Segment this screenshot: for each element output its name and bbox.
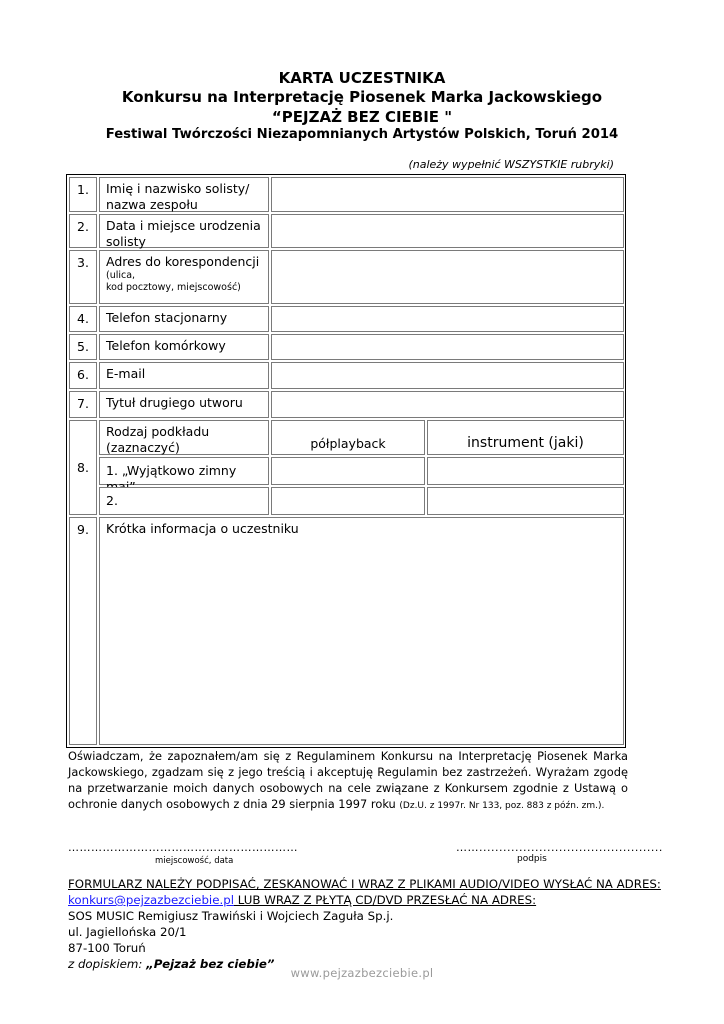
- submission-instructions: FORMULARZ NALEŻY PODPISAĆ, ZESKANOWAĆ I WRAZ Z PLIKAMI AUDIO/VIDEO WYSŁAĆ NA ADRES:: [68, 877, 661, 891]
- form-title: KARTA UCZESTNIKA: [278, 69, 446, 87]
- contest-title: “PEJZAŻ BEZ CIEBIE ": [271, 108, 453, 126]
- row-3-label: Adres do korespondencji: [106, 254, 260, 269]
- declaration: [68, 748, 628, 814]
- birth-date-place-field[interactable]: [271, 214, 624, 248]
- landline-field[interactable]: [271, 306, 624, 332]
- remark-title: „Pejzaż bez ciebie”: [146, 957, 275, 971]
- second-song-title-field[interactable]: [271, 391, 624, 418]
- row-4-number: 4.: [69, 306, 97, 332]
- mobile-field[interactable]: [271, 334, 624, 360]
- song-1-halfplayback-field[interactable]: [271, 457, 425, 485]
- row-3-number: 3.: [69, 250, 97, 304]
- row-5-number: 5.: [69, 334, 97, 360]
- fill-all-note: (należy wypełnić WSZYSTKIE rubryki): [408, 158, 614, 171]
- song-2-label: 2.: [99, 487, 269, 515]
- row-9-label: Krótka informacja o uczestniku: [106, 521, 299, 536]
- name-field[interactable]: [271, 177, 624, 212]
- row-1-number: 1.: [69, 177, 97, 212]
- row-6-number: 6.: [69, 362, 97, 389]
- form-table: [66, 174, 626, 748]
- row-5-label: Telefon komórkowy: [99, 334, 269, 360]
- declaration-legal-ref: (Dz.U. z 1997r. Nr 133, poz. 883 z późn. zm.).: [399, 801, 605, 811]
- contest-email-link[interactable]: konkurs@pejzazbezciebie.pl: [68, 893, 234, 907]
- row-7-label: Tytuł drugiego utworu: [99, 391, 269, 418]
- signature-caption: podpis: [517, 854, 547, 864]
- row-6-label: E-mail: [99, 362, 269, 389]
- address-field[interactable]: [271, 250, 624, 304]
- row-3-sublabel: (ulica, kod pocztowy, miejscowość): [106, 270, 241, 293]
- declaration-text: Oświadczam, że zapoznałem/am się z Regulaminem Konkursu na Interpretację Piosenek Marka Jackowskiego, zgadzam się z jego treścią i akceptuję Regulamin bez zastrzeżeń. Wyrażam zgodę na przetwarzanie moich danych osobowych na cele związane z Konkursem zgodnie z Ustawą o ochronie danych osobowych z dnia 29 sierpnia 1997 roku: [68, 749, 628, 811]
- song-1-label: 1. „Wyjątkowo zimny: [99, 457, 269, 485]
- instrument-header: instrument (jaki): [427, 420, 624, 455]
- submission-line-2-text: LUB WRAZ Z PŁYTĄ CD/DVD PRZESŁAĆ NA ADRES:: [233, 893, 537, 907]
- row-9-number: 9.: [69, 517, 97, 745]
- row-4-label: Telefon stacjonarny: [99, 306, 269, 332]
- row-8-number: 8.: [69, 420, 97, 515]
- row-2-number: 2.: [69, 214, 97, 248]
- website-footer[interactable]: www.pejzazbezciebie.pl: [290, 966, 434, 980]
- row-8-label: Rodzaj podkładu (zaznaczyć): [99, 420, 269, 455]
- contest-name: Konkursu na Interpretację Piosenek Marka Jackowskiego: [121, 88, 603, 106]
- company-street: ul. Jagiellońska 20/1: [68, 925, 187, 939]
- festival-name: Festiwal Twórczości Niezapomnianych Artystów Polskich, Toruń 2014: [105, 127, 619, 142]
- email-field[interactable]: [271, 362, 624, 389]
- halfplayback-header: półplayback: [271, 420, 425, 455]
- row-7-number: 7.: [69, 391, 97, 418]
- remark-prefix: z dopiskiem:: [68, 957, 147, 971]
- signature-line[interactable]: ……..............................................: [456, 841, 663, 854]
- row-3-label-cell: [99, 250, 269, 304]
- row-1-label: Imię i nazwisko solisty/ nazwa zespołu: [99, 177, 269, 212]
- song-1-instrument-field[interactable]: [427, 457, 624, 485]
- participant-info-field[interactable]: [99, 517, 624, 745]
- submission-line-2: [68, 893, 536, 907]
- place-date-line[interactable]: ……………………………………………………: [68, 841, 298, 854]
- song-2-instrument-field[interactable]: [427, 487, 624, 515]
- company-name: SOS MUSIC Remigiusz Trawiński i Wojciech Zaguła Sp.j.: [68, 909, 394, 923]
- song-2-halfplayback-field[interactable]: [271, 487, 425, 515]
- company-city: 87-100 Toruń: [68, 941, 146, 955]
- place-date-caption: miejscowość, data: [155, 856, 234, 866]
- row-2-label: Data i miejsce urodzenia solisty: [99, 214, 269, 248]
